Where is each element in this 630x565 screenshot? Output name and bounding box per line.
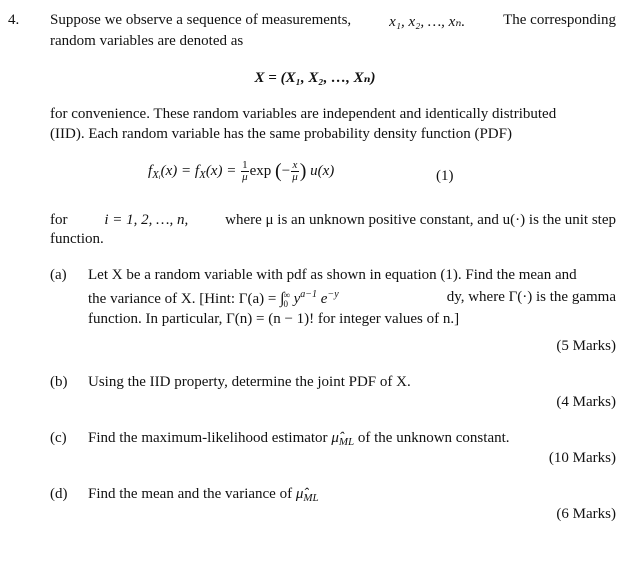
where-line-2: function. [50,231,104,247]
pdf-exp-fraction [291,160,299,183]
part-a-hint-a: the variance of X. [Hint: Γ(a) = [88,291,277,307]
left-paren: ( [275,160,282,182]
part-a-hint-sup1: a−1 [300,289,318,300]
part-a-line-1: Let X be a random variable with pdf as shown in equation (1). Find the mean and [88,267,577,283]
pdf-mid2: (x) = [205,163,237,179]
part-c-marks: (10 Marks) [548,450,616,466]
pdf-lhs: f [148,163,153,179]
part-a-line-2 [88,289,616,309]
pdf-mid: (x) = f [160,163,200,179]
where-text-a: for [50,212,68,228]
part-b-line-1: Using the IID property, determine the joint PDF of X. [88,374,411,390]
pdf-sub: Xᵢ [152,169,161,181]
pdf-exp-frac-den: μ [292,171,298,184]
pdf-equation: $f_{Xᵢ}(x) = f_X(x)$ = $\frac{1}{\mu}$ exp (− $\frac{x}{\mu}$ ) u(x) [148,159,335,184]
part-c-label: (c) [50,430,67,446]
part-d-estimator-sub: ML [303,492,319,504]
pdf-unit-step: u(x) [310,163,335,179]
part-a-marks: (5 Marks) [556,338,616,354]
pdf-sub2: X [199,169,206,181]
vector-equation-text: X = (X₁, X₂, …, Xₙ) [254,70,376,86]
part-d-label: (d) [50,486,68,502]
pdf-frac-den: μ [242,171,248,184]
part-b-marks: (4 Marks) [556,394,616,410]
integral-lower: 0 [283,298,288,309]
question-number: 4. [8,12,20,28]
intro-line-2: random variables are denoted as [50,33,244,49]
intro-text-a: Suppose we observe a sequence of measurements, [50,12,352,28]
where-text-b: where μ is an unknown positive constant, and u(·) is the unit step [225,212,616,228]
right-paren: ) [299,160,307,182]
pdf-exp: exp [249,163,272,179]
part-b-label: (b) [50,374,68,390]
equation-number: (1) [436,168,454,184]
measurements-math: x₁, x₂, …, xₙ. [389,14,466,30]
part-a-label: (a) [50,267,67,283]
part-a-hint-d: dy, where Γ(·) is the gamma [446,289,616,305]
vector-equation [0,68,630,87]
part-a-hint-y: y [293,291,301,307]
part-c-text-b: of the unknown constant. [357,430,510,446]
pdf-frac-num: 1 [242,159,248,172]
part-c-line-1 [88,430,510,448]
part-d-marks: (6 Marks) [556,506,616,522]
integral-icon: ∫ [280,290,285,307]
intro-line-1 [50,12,616,31]
part-d-text-a: Find the mean and the variance of [88,486,293,502]
part-c-estimator: μ̂ [331,430,339,446]
convenience-line-1: for convenience. These random variables are independent and identically distributed [50,106,557,122]
where-math: i = 1, 2, …, n, [104,212,189,228]
convenience-line-2: (IID). Each random variable has the same probability density function (PDF) [50,126,512,142]
pdf-exp-frac-num: x [292,159,298,172]
where-line-1 [50,212,616,229]
part-c-estimator-sub: ML [338,436,355,448]
pdf-fraction [241,160,249,183]
part-a-line-3: function. In particular, Γ(n) = (n − 1)! for integer values of n.] [88,311,460,327]
part-a-hint-sup2: −y [327,289,339,300]
part-d-estimator: μ̂ [295,486,304,502]
integral-limits [283,291,289,309]
integral-upper: ∞ [283,289,290,300]
intro-text-b: The corresponding [503,12,616,28]
part-d-line-1 [88,486,319,504]
part-a-hint-e: e [320,291,328,307]
part-c-text-a: Find the maximum-likelihood estimator [88,430,328,446]
